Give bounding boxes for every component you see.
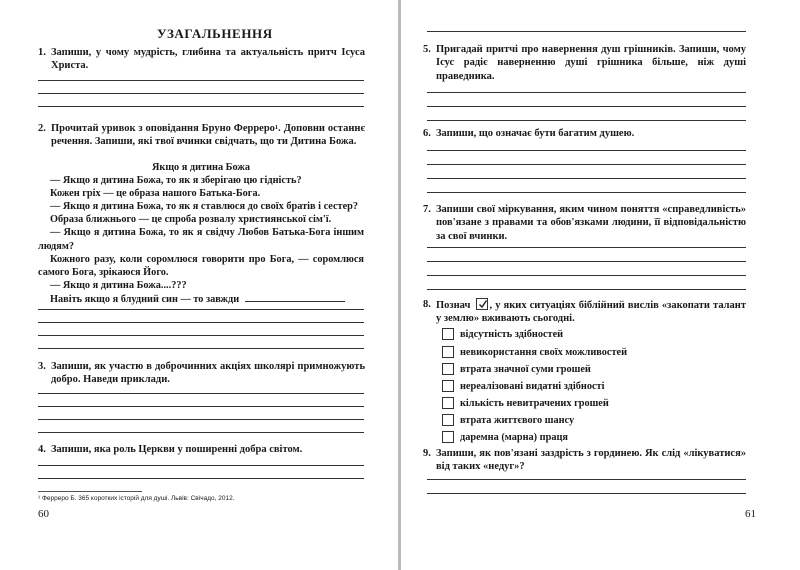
checkbox[interactable] <box>442 346 454 358</box>
checkmark-icon <box>476 298 488 310</box>
checkbox[interactable] <box>442 380 454 392</box>
section-title: УЗАГАЛЬНЕННЯ <box>157 26 273 41</box>
task-8 <box>423 298 746 326</box>
answer-line[interactable] <box>38 348 364 349</box>
story-line: — Якщо я дитина Божа....??? <box>50 279 187 291</box>
story-excerpt <box>38 161 364 306</box>
right-page <box>401 0 800 570</box>
answer-line[interactable] <box>427 120 746 121</box>
option-label: відсутність здібностей <box>460 328 564 340</box>
answer-line[interactable] <box>427 479 746 480</box>
answer-line[interactable] <box>427 164 746 165</box>
task-9-text: Запиши, як пов'язані заздрість з гординею. Як слід «лікуватися» від таких «недуг»? <box>436 448 746 473</box>
story-completion-line: Навіть якщо я блудний син — то завжди <box>38 292 364 306</box>
footnote: ¹ Ферреро Б. 365 коротких історій для душі. Львів: Свічадо, 2012. <box>38 495 235 502</box>
task-number: 1. <box>38 47 46 58</box>
task-4 <box>38 443 365 456</box>
task-6 <box>423 127 746 140</box>
story-line: Образа ближнього — це спроба розвалу християнської сім'ї. <box>50 214 332 226</box>
task-3-text: Запиши, як участю в доброчинних акціях школярі примножують добро. Наведи приклади. <box>51 361 365 386</box>
task-2-text: Прочитай уривок з оповідання Бруно Ферреро$^1$. Доповни останнє речення. Запиши, які твої вчинки свідчать, що ти Дитина Божа. <box>51 123 365 148</box>
footnote-mark: 1 <box>274 124 279 131</box>
footnote-divider <box>38 491 142 492</box>
task-9 <box>423 447 746 474</box>
answer-line[interactable] <box>38 335 364 336</box>
story-line: — Якщо я дитина Божа, то як я зберігаю цю гідність? <box>50 175 302 187</box>
task-8-text: Познач , у яких ситуаціях біблійний вислів «закопати талант у землю» вживають сьогодні. <box>436 300 747 325</box>
answer-line[interactable] <box>427 493 746 494</box>
option-label: нереалізовані видатні здібності <box>460 380 605 392</box>
answer-line[interactable] <box>427 178 746 179</box>
answer-line[interactable] <box>38 432 364 433</box>
story-line: Кожен гріх — це образа нашого Батька-Бога. <box>50 188 261 200</box>
answer-line[interactable] <box>38 309 364 310</box>
answer-line[interactable] <box>38 322 364 323</box>
task-number: 8. <box>423 299 431 310</box>
answer-line[interactable] <box>427 289 746 290</box>
task-2 <box>38 122 365 149</box>
answer-line[interactable] <box>38 478 364 479</box>
option-label: невикористання своїх можливостей <box>460 346 628 358</box>
answer-line[interactable] <box>38 93 364 94</box>
option-checkbox-item[interactable] <box>442 327 563 341</box>
task-number: 4. <box>38 444 46 455</box>
task-number: 3. <box>38 361 46 372</box>
answer-line[interactable] <box>427 261 746 262</box>
story-line: Кожного разу, коли соромлюся говорити про Бога, — соромлюся самого Бога, зрікаюся Його. <box>38 253 364 278</box>
option-label: кількість невитрачених грошей <box>460 397 609 409</box>
task-number: 7. <box>423 204 431 215</box>
story-line: — Якщо я дитина Божа, то як я свідчу Любов Батька-Бога іншим людям? <box>38 227 364 252</box>
option-label: даремна (марна) праця <box>460 431 568 443</box>
task-6-text: Запиши, що означає бути багатим душею. <box>436 128 635 139</box>
task-number: 9. <box>423 448 431 459</box>
checkbox[interactable] <box>442 397 454 409</box>
answer-line[interactable] <box>427 31 746 32</box>
option-checkbox-item[interactable] <box>442 379 604 393</box>
answer-line[interactable] <box>427 92 746 93</box>
task-number: 5. <box>423 44 431 55</box>
task-number: 6. <box>423 128 431 139</box>
task-5 <box>423 43 746 83</box>
page-number-right: 61 <box>745 508 756 520</box>
task-number: 2. <box>38 123 46 134</box>
answer-line[interactable] <box>427 150 746 151</box>
option-label: втрата життєвого шансу <box>460 414 575 426</box>
checkbox[interactable] <box>442 328 454 340</box>
task-5-text: Пригадай притчі про навернення душ грішників. Запиши, чому Ісус радіє наверненню душі грішника більше, ніж душі праведника. <box>436 44 746 82</box>
task-4-text: Запиши, яка роль Церкви у поширенні добра світом. <box>51 444 303 455</box>
checkbox[interactable] <box>442 431 454 443</box>
page-number-left: 60 <box>38 508 49 520</box>
answer-line[interactable] <box>427 247 746 248</box>
answer-line[interactable] <box>38 419 364 420</box>
story-title: Якщо я дитина Божа <box>151 162 251 173</box>
option-checkbox-item[interactable] <box>442 362 591 376</box>
answer-line[interactable] <box>427 192 746 193</box>
answer-line[interactable] <box>38 465 364 466</box>
task-7 <box>423 203 746 243</box>
story-line: — Якщо я дитина Божа, то як я ставлюся до своїх братів і сестер? <box>50 201 359 213</box>
completion-blank[interactable] <box>245 292 345 302</box>
left-page <box>0 0 398 570</box>
option-checkbox-item[interactable] <box>442 413 574 427</box>
answer-line[interactable] <box>38 106 364 107</box>
answer-line[interactable] <box>427 106 746 107</box>
option-label: втрата значної суми грошей <box>460 363 591 375</box>
task-7-text: Запиши свої міркування, яким чином поняття «справедливість» пов'язане з правами та обов'язками людини, її відповідальністю за свої вчинки. <box>436 204 746 242</box>
checkbox[interactable] <box>442 414 454 426</box>
option-checkbox-item[interactable] <box>442 345 627 359</box>
option-checkbox-item[interactable] <box>442 430 568 444</box>
answer-line[interactable] <box>38 406 364 407</box>
task-1 <box>38 46 365 73</box>
answer-line[interactable] <box>427 275 746 276</box>
option-checkbox-item[interactable] <box>442 396 609 410</box>
task-3 <box>38 360 365 387</box>
answer-line[interactable] <box>38 393 364 394</box>
checkbox[interactable] <box>442 363 454 375</box>
task-1-text: Запиши, у чому мудрість, глибина та актуальність притч Ісуса Христа. <box>51 47 365 72</box>
answer-line[interactable] <box>38 80 364 81</box>
